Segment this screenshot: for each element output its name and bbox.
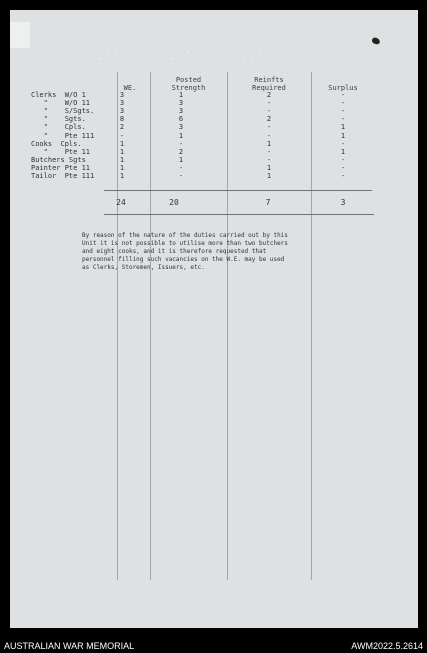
explanatory-note: By reason of the nature of the duties carried out by this Unit it is not possible to utilise more than two butchers and eight cooks, and it is therefore requested that personnel filling such vacancies on the W.E. may be used as Clerks, Storemen, Issuers, etc. [82,232,288,271]
cell-surplus: 1 [340,131,346,140]
footer-institution: AUSTRALIAN WAR MEMORIAL [4,641,135,651]
column-rule [311,72,312,580]
cell-surplus: - [340,115,346,124]
cell-reinfts: - [266,147,272,156]
totals-rule-top [104,190,372,191]
cell-surplus: - [340,139,346,148]
cell-reinfts: 1 [266,163,272,172]
header-we: WE. [123,84,137,92]
total-surplus: 3 [340,198,346,207]
header-posted-strength: Posted Strength [171,76,206,92]
cell-surplus: - [340,99,346,108]
archive-footer [0,640,427,653]
cell-reinfts: 1 [266,139,272,148]
cell-posted: 1 [178,155,184,164]
cell-reinfts: - [266,99,272,108]
cell-we: 1 [119,147,125,156]
row-label: " S/Sgts. [31,107,95,116]
header-surplus: Surplus [328,84,358,92]
cell-we: 2 [119,123,125,132]
footer-accession-number: AWM2022.5.2614 [351,641,423,651]
cell-surplus: - [340,172,346,180]
cell-posted: 3 [178,123,184,132]
cell-reinfts: - [266,107,272,116]
cell-we: 3 [119,99,125,108]
total-we: 24 [116,198,126,207]
cell-posted: - [178,163,184,172]
column-rule [227,72,228,580]
cell-we: 8 [119,115,125,124]
row-label: " W/O 11 [31,99,91,108]
cell-we: 1 [119,163,125,172]
total-posted: 20 [169,198,179,207]
cell-posted: 6 [178,115,184,124]
cell-we: 1 [119,172,125,180]
row-label: " Cpls. [31,123,86,132]
bleed-through-text: · · · · · · · · · · · · · · · · · · · · · · · · · · · · · · · · · [38,48,273,55]
cell-posted: - [178,139,184,148]
cell-surplus: - [340,155,346,164]
cell-surplus: 1 [340,147,346,156]
cell-we: 1 [119,139,125,148]
cell-posted: 1 [178,91,184,99]
bleed-through-text: · · · · · · · · · · · · · · · · · · · · · · · · · · [80,58,265,65]
cell-posted: - [178,172,184,180]
row-label: Painter Pte 11 [31,163,91,172]
cell-surplus: - [340,163,346,172]
row-label: Cooks Cpls. [31,139,82,148]
cell-reinfts: 1 [266,172,272,180]
cell-posted: 1 [178,131,184,140]
cell-posted: 2 [178,147,184,156]
column-rule [150,72,151,580]
totals-rule-bottom [104,214,374,215]
cell-we: - [119,131,125,140]
cell-reinfts: - [266,155,272,164]
row-label: " Pte 111 [31,131,95,140]
header-reinfts-required: Reinfts Required [252,76,286,92]
row-label: Tailor Pte 111 [31,172,95,180]
cell-we: 3 [119,107,125,116]
total-reinfts: 7 [265,198,271,207]
row-label: " Pte 11 [31,147,91,156]
cell-surplus: - [340,91,346,99]
cell-we: 3 [119,91,125,99]
paper-tab [10,22,30,48]
row-label: Clerks W/O 1 [31,91,86,99]
cell-reinfts: - [266,131,272,140]
cell-reinfts: 2 [266,115,272,124]
cell-posted: 3 [178,99,184,108]
row-label: Butchers Sgts [31,155,86,164]
row-label: " Sgts. [31,115,86,124]
cell-posted: 3 [178,107,184,116]
cell-we: 1 [119,155,125,164]
cell-surplus: - [340,107,346,116]
cell-reinfts: 2 [266,91,272,99]
cell-reinfts: - [266,123,272,132]
cell-surplus: 1 [340,123,346,132]
